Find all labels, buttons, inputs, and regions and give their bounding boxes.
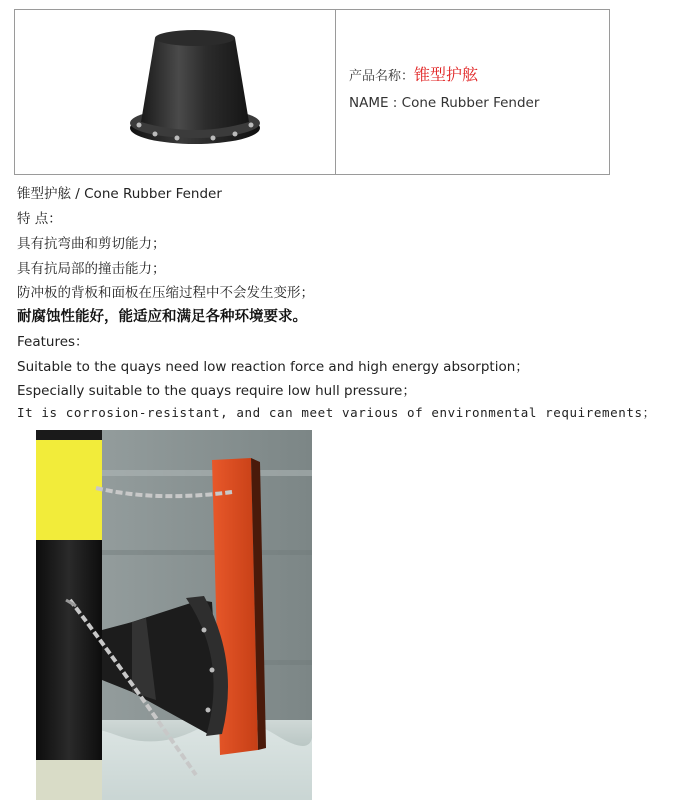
product-image-cell — [15, 10, 336, 174]
feature-cn-item: 具有抗局部的撞击能力； — [17, 261, 166, 277]
cone-fender-image — [125, 24, 265, 154]
product-info-cell — [336, 10, 609, 174]
product-name-english: NAME : Cone Rubber Fender — [349, 95, 540, 111]
product-title-line: 锥型护舷 / Cone Rubber Fender — [17, 186, 222, 202]
features-cn-label: 特 点： — [17, 211, 62, 227]
installed-fender-photo — [36, 430, 312, 800]
product-name-row — [349, 62, 478, 85]
feature-cn-item: 防冲板的背板和面板在压缩过程中不会发生变形； — [17, 285, 314, 301]
feature-en-item: Especially suitable to the quays require low hull pressure； — [17, 383, 416, 399]
product-name-value: 锥型护舷 — [414, 65, 479, 84]
product-name-label: 产品名称： — [349, 69, 415, 84]
feature-cn-item: 耐腐蚀性能好，能适应和满足各种环境要求。 — [17, 309, 307, 325]
feature-en-item: It is corrosion-resistant, and can meet various of environmental requirements； — [17, 405, 656, 420]
features-en-label: Features： — [17, 334, 89, 350]
installed-fender-illustration — [36, 430, 312, 800]
feature-en-item: Suitable to the quays need low reaction force and high energy absorption； — [17, 359, 529, 375]
feature-cn-item: 具有抗弯曲和剪切能力； — [17, 236, 166, 252]
product-header-table — [14, 9, 610, 175]
